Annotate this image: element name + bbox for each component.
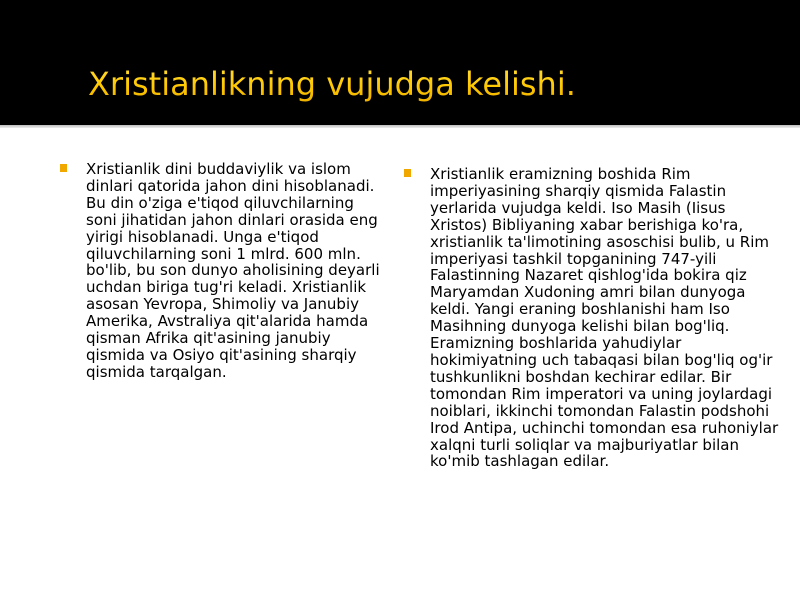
left-column [58, 161, 388, 381]
title-bar [0, 0, 800, 125]
slide-title: Xristianlikning vujudga kelishi. [88, 60, 576, 108]
bullet-text-left: Xristianlik dini buddaviylik va islom dinlari qatorida jahon dini hisoblanadi. Bu din o'ziga e'tiqod qiluvchilarning soni jihatidan jahon dinlari orasida eng yirigi hisoblanadi. Unga e'tiqod qiluvchilarning soni 1 mlrd. 600 mln. bo'lib, bu son dunyo aholisining deyarli uchdan biriga tug'ri keladi. Xristianlik asosan Yevropa, Shimoliy va Janubiy Amerika, Avstraliya qit'alarida hamda qisman Afrika qit'asining janubiy qismida va Osiyo qit'asining sharqiy qismida tarqalgan. [86, 160, 380, 381]
right-column [402, 166, 786, 470]
bullet-item-right [402, 166, 786, 470]
bullet-item-left [58, 161, 388, 381]
square-bullet-icon [60, 164, 67, 172]
title-divider [0, 125, 800, 128]
bullet-text-right: Xristianlik eramizning boshida Rim imperiyasining sharqiy qismida Falastin yerlarida vujudga keldi. Iso Masih (Iisus Xristos) Bibliyaning xabar berishiga ko'ra, xristianlik ta'limotining asoschisi bulib, u Rim imperiyasi tashkil topganining 747-yili Falastinning Nazaret qishlog'ida bokira qiz Maryamdan Xudoning amri bilan dunyoga keldi. Yangi eraning boshlanishi ham Iso Masihning dunyoga kelishi bilan bog'liq. Eramizning boshlarida yahudiylar hokimiyatning uch tabaqasi bilan bog'liq og'ir tushkunlikni boshdan kechirar edilar. Bir tomondan Rim imperatori va uning joylardagi noiblari, ikkinchi tomondan Falastin podshohi Irod Antipa, uchinchi tomondan esa ruhoniylar xalqni turli soliqlar va majburiyatlar bilan ko'mib tashlagan edilar. [430, 165, 779, 471]
square-bullet-icon [404, 169, 411, 177]
